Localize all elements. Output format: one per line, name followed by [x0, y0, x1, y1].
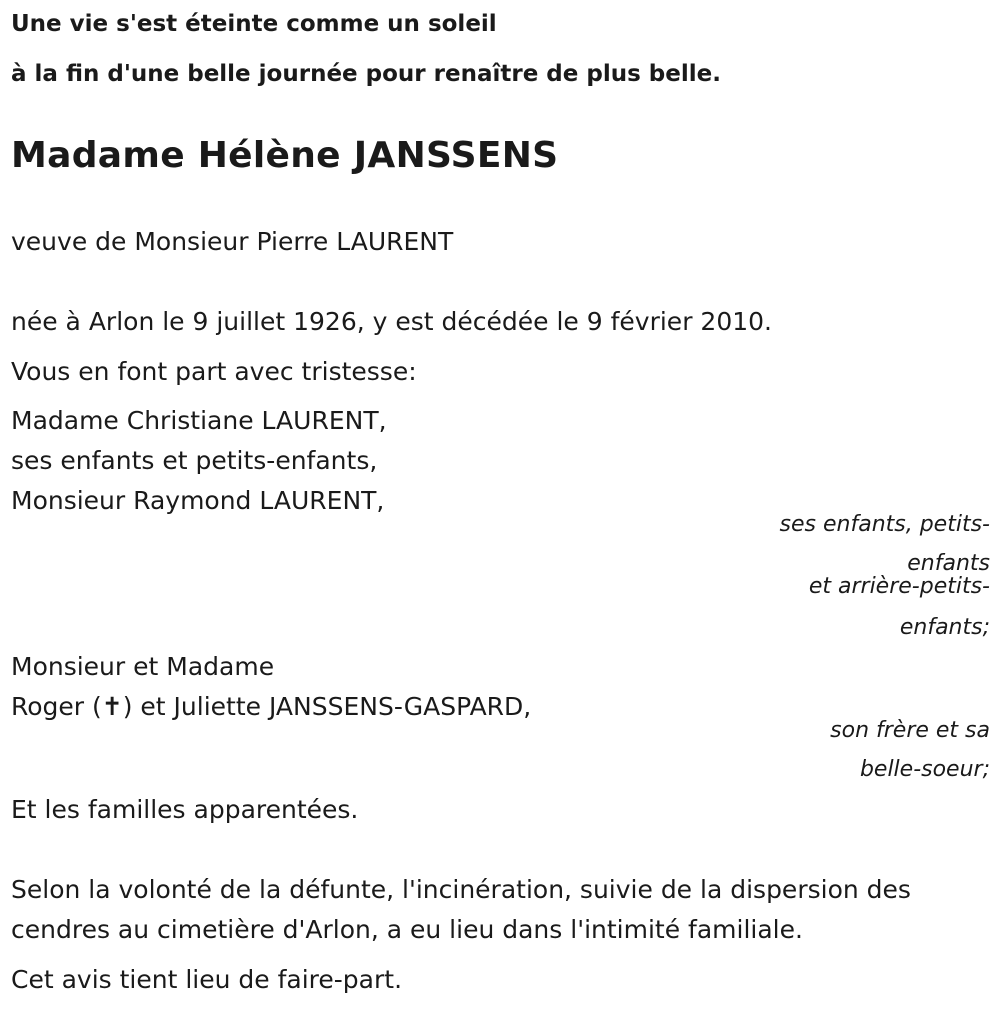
- closing-line-1: Selon la volonté de la défunte, l'incinération, suivie de la dispersion des: [11, 875, 911, 904]
- family1-relation-line-3: et arrière-petits-: [808, 574, 990, 599]
- family1-relation-line-4: enfants;: [899, 615, 990, 640]
- family2-line-2: Roger (✝) et Juliette JANSSENS-GASPARD,: [11, 692, 532, 721]
- family1-line-3: Monsieur Raymond LAURENT,: [11, 486, 385, 515]
- family1-relation-line-1: ses enfants, petits-: [779, 512, 990, 537]
- announcement-intro: Vous en font part avec tristesse:: [11, 357, 417, 386]
- widow-of-line: veuve de Monsieur Pierre LAURENT: [11, 227, 454, 256]
- closing-line-2: cendres au cimetière d'Arlon, a eu lieu dans l'intimité familiale.: [11, 915, 803, 944]
- family1-line-2: ses enfants et petits-enfants,: [11, 446, 378, 475]
- family2-line-1: Monsieur et Madame: [11, 652, 275, 681]
- birth-death-line: née à Arlon le 9 juillet 1926, y est décédée le 9 février 2010.: [11, 307, 772, 336]
- family2-relation-line-1: son frère et sa: [830, 718, 990, 743]
- family1-line-1: Madame Christiane LAURENT,: [11, 406, 387, 435]
- relatives-line: Et les familles apparentées.: [11, 795, 359, 824]
- family1-relation-line-2: enfants: [907, 551, 990, 576]
- epigraph-line-1: Une vie s'est éteinte comme un soleil: [11, 11, 497, 37]
- closing-line-3: Cet avis tient lieu de faire-part.: [11, 965, 403, 994]
- family2-relation-line-2: belle-soeur;: [859, 757, 990, 782]
- deceased-name: Madame Hélène JANSSENS: [11, 135, 559, 176]
- epigraph-line-2: à la fin d'une belle journée pour renaître de plus belle.: [11, 61, 721, 87]
